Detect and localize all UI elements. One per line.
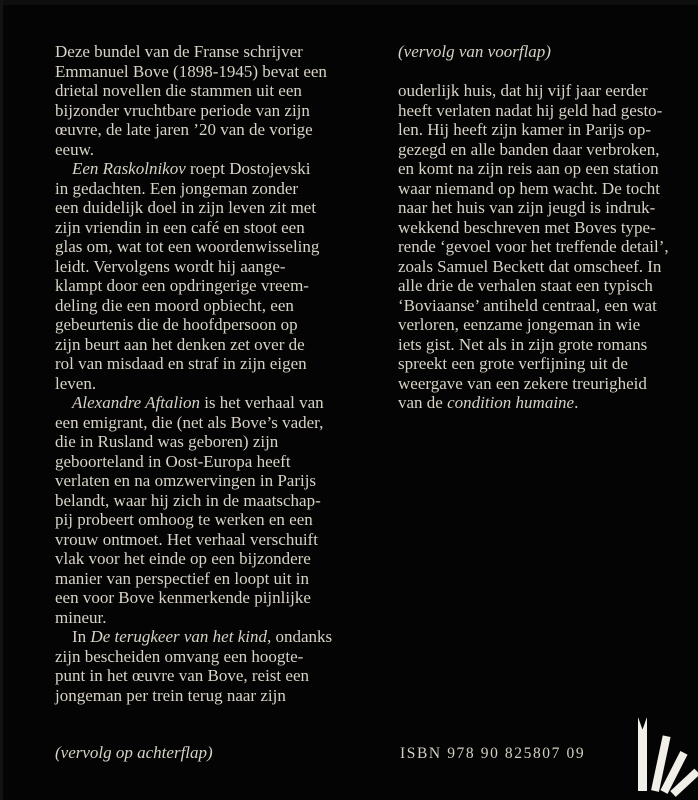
text-segment: spreekt een grote verfijning uit de — [398, 354, 628, 373]
text-line — [55, 530, 385, 550]
text-segment: waar niemand op hem wacht. De tocht — [398, 178, 660, 198]
text-line — [398, 81, 688, 101]
text-segment: zijn vriendin in een café en stoot een — [55, 217, 305, 237]
text-line — [398, 354, 688, 374]
text-line — [398, 257, 688, 277]
text-segment: rende ‘gevoel voor het treffende detail’, — [398, 237, 669, 256]
text-segment: vrouw ontmoet. Het verhaal verschuift — [55, 529, 318, 549]
text-line — [55, 81, 385, 101]
text-line — [55, 42, 385, 62]
text-line — [55, 510, 385, 530]
text-line — [398, 159, 688, 179]
text-line — [398, 218, 688, 238]
text-segment: eeuw. — [55, 139, 95, 159]
text-segment: Een Raskolnikov — [72, 159, 186, 178]
isbn-number: ISBN 978 90 825807 09 — [400, 745, 586, 762]
text-segment: een duidelijk doel in zijn leven zit met — [55, 198, 317, 217]
text-line — [398, 374, 688, 394]
text-segment: vlak voor het einde op een bijzondere — [55, 549, 311, 568]
text-segment: van de — [398, 393, 448, 412]
text-segment: in gedachten. Een jongeman zonder — [55, 178, 299, 198]
text-segment: glas om, wat tot een woordenwisseling — [55, 237, 320, 256]
text-line — [55, 647, 385, 667]
text-segment: naar het huis van zijn jeugd is indruk- — [398, 198, 656, 217]
text-segment: klampt door een opdringerige vreem- — [55, 276, 309, 295]
text-line — [55, 569, 385, 589]
text-segment: gebeurtenis die de hoofdpersoon op — [55, 315, 298, 334]
text-segment: bijzonder vruchtbare periode van zijn — [55, 100, 310, 120]
text-segment: rol van misdaad en straf in zijn eigen — [55, 354, 307, 373]
text-segment: weergave van een zekere treurigheid — [398, 373, 647, 393]
right-flap-text-column — [398, 42, 688, 413]
text-segment: een emigrant, die (net als Bove’s vader, — [55, 412, 324, 432]
text-line — [55, 608, 385, 628]
text-line — [55, 257, 385, 277]
text-segment: belandt, waar hij zich in de maatschap- — [55, 490, 321, 510]
text-segment: iets gist. Net als in zijn grote romans — [398, 334, 648, 354]
text-segment: condition humaine — [447, 393, 575, 412]
text-segment: manier van perspectief en loopt uit in — [55, 568, 309, 588]
text-line — [398, 120, 688, 140]
right-column-body — [398, 81, 688, 413]
text-line — [55, 159, 385, 179]
text-segment: wekkend beschreven met Boves type- — [398, 217, 656, 237]
text-segment: œuvre, de late jaren ’20 van de vorige — [55, 120, 313, 139]
text-segment: jongeman per trein terug naar zijn — [55, 685, 286, 705]
text-segment: deling die een moord opbiecht, een — [55, 295, 294, 315]
text-line — [55, 432, 385, 452]
text-segment: is het verhaal van — [199, 393, 324, 412]
text-segment: en komt na zijn reis aan op een station — [398, 159, 659, 178]
text-line — [398, 140, 688, 160]
text-line — [55, 374, 385, 394]
text-line — [398, 179, 688, 199]
text-segment: len. Hij heeft zijn kamer in Parijs op- — [398, 120, 652, 139]
logo-book-tilted-1 — [651, 735, 670, 791]
text-line — [55, 686, 385, 706]
text-segment: , ondanks — [266, 627, 333, 646]
text-segment: alle drie de verhalen staat een typisch — [398, 276, 653, 295]
text-line — [55, 120, 385, 140]
text-line — [55, 179, 385, 199]
text-line — [398, 276, 688, 296]
text-segment: roept Dostojevski — [185, 159, 311, 178]
text-segment: Alexandre Aftalion — [72, 393, 200, 412]
text-segment: punt in het œuvre van Bove, reist een — [55, 666, 309, 685]
text-segment: zijn beurt aan het denken zet over de — [55, 334, 305, 354]
text-segment: Deze bundel van de Franse schrijver — [55, 42, 303, 61]
text-line — [55, 218, 385, 238]
text-line — [55, 276, 385, 296]
text-line — [398, 296, 688, 316]
text-line — [55, 588, 385, 608]
text-segment: een voor Bove kenmerkende pijnlijke — [55, 588, 311, 607]
text-line — [55, 198, 385, 218]
text-line — [55, 140, 385, 160]
continuation-note-bottom: (vervolg op achterflap) — [55, 743, 213, 762]
text-line — [55, 62, 385, 82]
text-segment: heeft verlaten nadat hij geld had gesto- — [398, 100, 663, 120]
text-segment: Emmanuel Bove (1898-1945) bevat een — [55, 61, 327, 81]
text-line — [55, 627, 385, 647]
text-line — [55, 491, 385, 511]
text-line — [55, 315, 385, 335]
text-segment: leidt. Vervolgens wordt hij aange- — [55, 256, 286, 276]
text-segment: die in Rusland was geboren) zijn — [55, 432, 279, 451]
text-line — [55, 413, 385, 433]
text-line — [55, 101, 385, 121]
text-segment: geboorteland in Oost-Europa heeft — [55, 451, 291, 471]
text-line — [398, 101, 688, 121]
text-line — [398, 315, 688, 335]
text-line — [55, 452, 385, 472]
text-segment: mineur. — [55, 607, 107, 627]
text-segment: verloren, eenzame jongeman in wie — [398, 315, 641, 334]
text-segment: gezegd en alle banden daar verbroken, — [398, 139, 660, 159]
text-segment: . — [574, 393, 579, 412]
text-line — [55, 296, 385, 316]
text-segment: leven. — [55, 373, 97, 393]
scan-edge-left — [0, 0, 3, 800]
continuation-note-top: (vervolg van voorflap) — [398, 42, 551, 61]
text-line — [398, 393, 688, 413]
text-line — [55, 335, 385, 355]
text-segment: ‘Boviaanse’ antiheld centraal, een wat — [398, 295, 657, 315]
text-line — [398, 237, 688, 257]
text-segment: drietal novellen die stammen uit een — [55, 81, 302, 100]
text-line — [398, 335, 688, 355]
logo-book-tilted-3 — [670, 769, 698, 797]
text-segment: zijn bescheiden omvang een hoogte- — [55, 646, 304, 666]
text-line — [55, 237, 385, 257]
text-line — [55, 471, 385, 491]
text-segment: verlaten en na omzwervingen in Parijs — [55, 471, 317, 490]
text-segment: zoals Samuel Beckett dat omscheef. In — [398, 256, 662, 276]
logo-book-upright — [638, 717, 647, 791]
text-segment: De terugkeer van het kind — [90, 627, 267, 646]
left-flap-text-column — [55, 42, 385, 705]
text-line — [55, 549, 385, 569]
scan-edge-top — [0, 0, 698, 5]
text-line — [55, 666, 385, 686]
text-line — [55, 393, 385, 413]
text-line — [55, 354, 385, 374]
text-line — [398, 198, 688, 218]
text-segment: ouderlijk huis, dat hij vijf jaar eerder — [398, 81, 648, 100]
text-segment: In — [72, 627, 91, 646]
logo-book-tilted-2 — [660, 751, 687, 794]
text-segment: pij probeert omhoog te werken en een — [55, 510, 313, 529]
